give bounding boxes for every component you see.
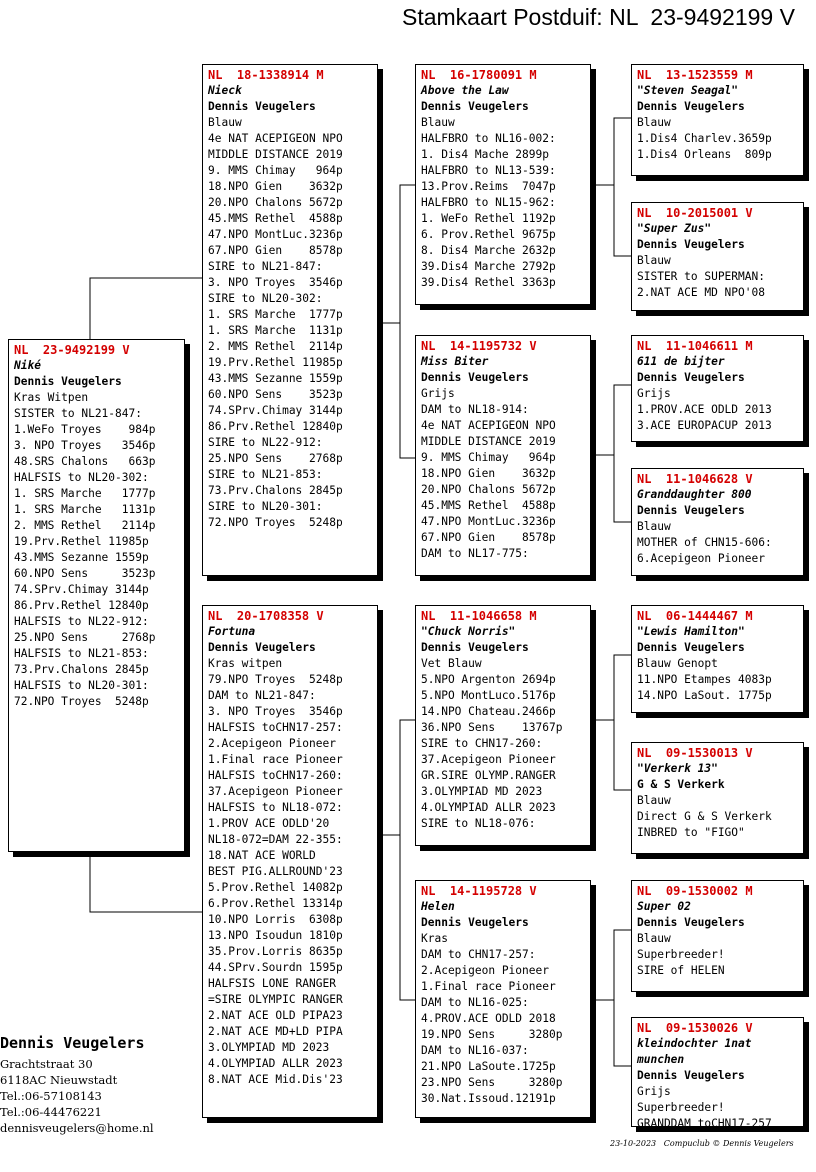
breeder-name: Dennis Veugelers — [637, 641, 745, 654]
result-line: 2. MMS Rethel 2114p — [208, 340, 343, 353]
result-line: 8. Dis4 Marche 2632p — [421, 244, 556, 257]
pigeon-card-dam-sire — [415, 605, 591, 846]
result-line: 1.Final race Pioneer — [208, 753, 343, 766]
result-line: 60.NPO Sens 3523p — [208, 388, 343, 401]
result-line: 74.SPrv.Chimay 3144p — [208, 404, 343, 417]
result-line: GRANDDAM toCHN17-257 — [637, 1117, 772, 1130]
ring-number: NL 14-1195728 V — [421, 884, 537, 898]
pigeon-color: Blauw — [421, 116, 455, 129]
result-line: 19.Prv.Rethel 11985p — [14, 535, 149, 548]
result-line: 73.Prv.Chalons 2845p — [14, 663, 149, 676]
result-line: 14.NPO LaSout. 1775p — [637, 689, 772, 702]
result-line: HALFSIS to NL20-301: — [14, 679, 149, 692]
result-line: 72.NPO Troyes 5248p — [208, 516, 343, 529]
result-line: 45.MMS Rethel 4588p — [208, 212, 343, 225]
pigeon-name: Fortuna — [208, 625, 256, 638]
ring-number: NL 11-1046628 V — [637, 472, 753, 486]
result-line: 6. Prov.Rethel 9675p — [421, 228, 556, 241]
result-line: 60.NPO Sens 3523p — [14, 567, 156, 580]
result-line: 25.NPO Sens 2768p — [14, 631, 156, 644]
pigeon-card-ds-sire — [631, 605, 804, 713]
breeder-name: Dennis Veugelers — [421, 916, 529, 929]
result-line: 67.NPO Gien 8578p — [208, 244, 343, 257]
breeder-name: Dennis Veugelers — [14, 375, 122, 388]
pigeon-card-ds-dam — [631, 742, 804, 854]
result-line: SIRE to NL21-847: — [208, 260, 323, 273]
pigeon-card-sire-dam — [415, 335, 591, 576]
pigeon-card-ss-dam — [631, 202, 804, 311]
result-line: 23.NPO Sens 3280p — [421, 1076, 563, 1089]
result-line: DAM to NL17-775: — [421, 547, 529, 560]
pigeon-card-sd-sire — [631, 335, 804, 442]
result-line: 13.Prov.Reims 7047p — [421, 180, 556, 193]
pigeon-card-dam-dam — [415, 880, 591, 1118]
result-line: MIDDLE DISTANCE 2019 — [208, 148, 343, 161]
result-line: 18.NPO Gien 3632p — [208, 180, 343, 193]
owner-name: Dennis Veugelers — [0, 1034, 145, 1052]
ring-number: NL 14-1195732 V — [421, 339, 537, 353]
result-line: 30.Nat.Issoud.12191p — [421, 1092, 556, 1105]
result-line: 39.Dis4 Marche 2792p — [421, 260, 556, 273]
result-line: DAM to CHN17-257: — [421, 948, 536, 961]
result-line: MIDDLE DISTANCE 2019 — [421, 435, 556, 448]
pigeon-card-dd-sire — [631, 880, 804, 992]
result-line: SIRE to NL20-301: — [208, 500, 323, 513]
result-line: HALFSIS to NL22-912: — [14, 615, 149, 628]
result-line: 18.NPO Gien 3632p — [421, 467, 556, 480]
result-line: 11.NPO Etampes 4083p — [637, 673, 772, 686]
owner-contact-block — [0, 1034, 154, 1136]
pigeon-card-sd-dam — [631, 468, 804, 576]
result-line: 20.NPO Chalons 5672p — [421, 483, 556, 496]
result-line: 6.Acepigeon Pioneer — [637, 552, 765, 565]
result-line: BEST PIG.ALLROUND'23 — [208, 865, 343, 878]
result-line: 1. WeFo Rethel 1192p — [421, 212, 556, 225]
page-title: Stamkaart Postduif: NL 23-9492199 V — [402, 4, 795, 30]
result-line: 2.NAT ACE MD+LD PIPA — [208, 1025, 343, 1038]
result-line: 4e NAT ACEPIGEON NPO — [208, 132, 343, 145]
ring-number: NL 16-1780091 M — [421, 68, 537, 82]
result-line: 74.SPrv.Chimay 3144p — [14, 583, 149, 596]
result-line: 19.Prv.Rethel 11985p — [208, 356, 343, 369]
pigeon-name: "Verkerk 13" — [637, 762, 718, 775]
result-line: 1.PROV.ACE ODLD 2013 — [637, 403, 772, 416]
pigeon-card-dd-dam — [631, 1017, 804, 1130]
result-line: Superbreeder! — [637, 948, 725, 961]
result-line: 79.NPO Troyes 5248p — [208, 673, 343, 686]
result-line: 44.SPrv.Sourdn 1595p — [208, 961, 343, 974]
result-line: 18.NAT ACE WORLD — [208, 849, 316, 862]
result-line: 2.Acepigeon Pioneer — [208, 737, 336, 750]
pigeon-name: kleindochter 1nat munchen — [637, 1037, 752, 1066]
pigeon-name: "Lewis Hamilton" — [637, 625, 745, 638]
result-line: 8.NAT ACE Mid.Dis'23 — [208, 1073, 343, 1086]
result-line: 37.Acepigeon Pioneer — [208, 785, 343, 798]
result-line: 1. SRS Marche 1131p — [14, 503, 156, 516]
result-line: 47.NPO MontLuc.3236p — [208, 228, 343, 241]
pigeon-color: Blauw Genopt — [637, 657, 718, 670]
ring-number: NL 09-1530013 V — [637, 746, 753, 760]
result-line: HALFBRO to NL15-962: — [421, 196, 556, 209]
ring-number: NL 09-1530002 M — [637, 884, 753, 898]
result-line: 9. MMS Chimay 964p — [208, 164, 343, 177]
pigeon-name: Niké — [14, 359, 41, 372]
result-line: 9. MMS Chimay 964p — [421, 451, 556, 464]
pigeon-color: Vet Blauw — [421, 657, 482, 670]
result-line: HALFSIS toCHN17-260: — [208, 769, 343, 782]
result-line: 3. NPO Troyes 3546p — [208, 705, 343, 718]
ring-number: NL 10-2015001 V — [637, 206, 753, 220]
breeder-name: Dennis Veugelers — [637, 100, 745, 113]
result-line: 5.NPO MontLuco.5176p — [421, 689, 556, 702]
result-line: 4.OLYMPIAD ALLR 2023 — [421, 801, 556, 814]
result-line: 10.NPO Lorris 6308p — [208, 913, 343, 926]
result-line: SIRE to NL21-853: — [208, 468, 323, 481]
result-line: 72.NPO Troyes 5248p — [14, 695, 149, 708]
result-line: 25.NPO Sens 2768p — [208, 452, 343, 465]
result-line: 47.NPO MontLuc.3236p — [421, 515, 556, 528]
breeder-name: Dennis Veugelers — [208, 641, 316, 654]
result-line: 2.NAT ACE OLD PIPA23 — [208, 1009, 343, 1022]
ring-number: NL 18-1338914 M — [208, 68, 324, 82]
result-line: 3. NPO Troyes 3546p — [14, 439, 156, 452]
pigeon-card-sire — [202, 64, 378, 576]
pigeon-name: Miss Biter — [421, 355, 489, 368]
result-line: SISTER to NL21-847: — [14, 407, 142, 420]
result-line: 3.OLYMPIAD MD 2023 — [421, 785, 543, 798]
ring-number: NL 20-1708358 V — [208, 609, 324, 623]
result-line: 48.SRS Chalons 663p — [14, 455, 156, 468]
breeder-name: Dennis Veugelers — [637, 916, 745, 929]
result-line: SIRE to NL18-076: — [421, 817, 536, 830]
result-line: HALFSIS to NL21-853: — [14, 647, 149, 660]
result-line: 86.Prv.Rethel 12840p — [14, 599, 149, 612]
pigeon-name: Nieck — [208, 84, 242, 97]
pigeon-color: Blauw — [637, 794, 671, 807]
pigeon-color: Grijs — [637, 1085, 671, 1098]
result-line: 37.Acepigeon Pioneer — [421, 753, 556, 766]
owner-city: 6118AC Nieuwstadt — [0, 1073, 118, 1087]
result-line: 3. NPO Troyes 3546p — [208, 276, 343, 289]
result-line: 4e NAT ACEPIGEON NPO — [421, 419, 556, 432]
result-line: 1. SRS Marche 1131p — [208, 324, 343, 337]
result-line: 86.Prv.Rethel 12840p — [208, 420, 343, 433]
result-line: HALFSIS to NL18-072: — [208, 801, 343, 814]
ring-number: NL 09-1530026 V — [637, 1021, 753, 1035]
ring-number: NL 06-1444467 M — [637, 609, 753, 623]
footer-credit: 23-10-2023 Compuclub © Dennis Veugelers — [610, 1139, 794, 1148]
pigeon-color: Blauw — [637, 116, 671, 129]
result-line: DAM to NL16-025: — [421, 996, 529, 1009]
result-line: SIRE of HELEN — [637, 964, 725, 977]
result-line: 36.NPO Sens 13767p — [421, 721, 563, 734]
result-line: 19.NPO Sens 3280p — [421, 1028, 563, 1041]
result-line: 1.Final race Pioneer — [421, 980, 556, 993]
result-line: 35.Prov.Lorris 8635p — [208, 945, 343, 958]
result-line: 4.OLYMPIAD ALLR 2023 — [208, 1057, 343, 1070]
pigeon-card-dam — [202, 605, 378, 1118]
result-line: 2.Acepigeon Pioneer — [421, 964, 549, 977]
breeder-name: Dennis Veugelers — [637, 504, 745, 517]
ring-number: NL 23-9492199 V — [14, 343, 130, 357]
result-line: GR.SIRE OLYMP.RANGER — [421, 769, 556, 782]
result-line: 5.Prov.Rethel 14082p — [208, 881, 343, 894]
result-line: 1. Dis4 Mache 2899p — [421, 148, 549, 161]
result-line: MOTHER of CHN15-606: — [637, 536, 772, 549]
ring-number: NL 11-1046658 M — [421, 609, 537, 623]
result-line: SIRE to NL20-302: — [208, 292, 323, 305]
owner-address: Grachtstraat 30 — [0, 1057, 93, 1071]
pigeon-card-ss-sire — [631, 64, 804, 176]
breeder-name: Dennis Veugelers — [421, 100, 529, 113]
pigeon-name: Super 02 — [637, 900, 691, 913]
pigeon-name: Granddaughter 800 — [637, 488, 752, 501]
result-line: =SIRE OLYMPIC RANGER — [208, 993, 343, 1006]
pigeon-name: Helen — [421, 900, 455, 913]
pigeon-name: "Super Zus" — [637, 222, 712, 235]
result-line: 1.Dis4 Charlev.3659p — [637, 132, 772, 145]
result-line: 2.NAT ACE MD NPO'08 — [637, 286, 765, 299]
pigeon-card-subject — [8, 339, 185, 852]
pigeon-color: Kras — [421, 932, 448, 945]
result-line: 3.ACE EUROPACUP 2013 — [637, 419, 772, 432]
result-line: 43.MMS Sezanne 1559p — [14, 551, 149, 564]
pigeon-color: Kras Witpen — [14, 391, 89, 404]
breeder-name: G & S Verkerk — [637, 778, 725, 791]
result-line: 1.Dis4 Orleans 809p — [637, 148, 772, 161]
result-line: 14.NPO Chateau.2466p — [421, 705, 556, 718]
result-line: 1. SRS Marche 1777p — [14, 487, 156, 500]
result-line: 1.WeFo Troyes 984p — [14, 423, 156, 436]
breeder-name: Dennis Veugelers — [421, 371, 529, 384]
result-line: SISTER to SUPERMAN: — [637, 270, 765, 283]
result-line: HALFSIS LONE RANGER — [208, 977, 336, 990]
pigeon-color: Blauw — [637, 520, 671, 533]
breeder-name: Dennis Veugelers — [637, 238, 745, 251]
result-line: HALFSIS toCHN17-257: — [208, 721, 343, 734]
pigeon-name: "Chuck Norris" — [421, 625, 516, 638]
result-line: Superbreeder! — [637, 1101, 725, 1114]
pigeon-color: Blauw — [637, 932, 671, 945]
result-line: NL18-072=DAM 22-355: — [208, 833, 343, 846]
pigeon-color: Blauw — [208, 116, 242, 129]
result-line: 1.PROV ACE ODLD'20 — [208, 817, 330, 830]
pigeon-name: Above the Law — [421, 84, 509, 97]
breeder-name: Dennis Veugelers — [637, 1069, 745, 1082]
pigeon-color: Kras witpen — [208, 657, 283, 670]
result-line: DAM to NL21-847: — [208, 689, 316, 702]
result-line: 6.Prov.Rethel 13314p — [208, 897, 343, 910]
pigeon-color: Blauw — [637, 254, 671, 267]
result-line: 39.Dis4 Rethel 3363p — [421, 276, 556, 289]
result-line: Direct G & S Verkerk — [637, 810, 772, 823]
result-line: HALFBRO to NL16-002: — [421, 132, 556, 145]
result-line: 1. SRS Marche 1777p — [208, 308, 343, 321]
owner-phone-2: Tel.:06-44476221 — [0, 1105, 102, 1119]
result-line: SIRE to NL22-912: — [208, 436, 323, 449]
result-line: INBRED to "FIGO" — [637, 826, 745, 839]
result-line: 5.NPO Argenton 2694p — [421, 673, 556, 686]
result-line: 21.NPO LaSoute.1725p — [421, 1060, 556, 1073]
result-line: 20.NPO Chalons 5672p — [208, 196, 343, 209]
owner-phone-1: Tel.:06-57108143 — [0, 1089, 102, 1103]
pigeon-name: "Steven Seagal" — [637, 84, 739, 97]
pigeon-color: Grijs — [637, 387, 671, 400]
result-line: SIRE to CHN17-260: — [421, 737, 543, 750]
result-line: HALFBRO to NL13-539: — [421, 164, 556, 177]
result-line: HALFSIS to NL20-302: — [14, 471, 149, 484]
result-line: 43.MMS Sezanne 1559p — [208, 372, 343, 385]
result-line: DAM to NL16-037: — [421, 1044, 529, 1057]
result-line: 2. MMS Rethel 2114p — [14, 519, 156, 532]
result-line: 4.PROV.ACE ODLD 2018 — [421, 1012, 556, 1025]
owner-email: dennisveugelers@home.nl — [0, 1121, 154, 1135]
ring-number: NL 11-1046611 M — [637, 339, 753, 353]
result-line: 13.NPO Isoudun 1810p — [208, 929, 343, 942]
result-line: 73.Prv.Chalons 2845p — [208, 484, 343, 497]
result-line: DAM to NL18-914: — [421, 403, 529, 416]
result-line: 45.MMS Rethel 4588p — [421, 499, 556, 512]
pigeon-name: 611 de bijter — [637, 355, 725, 368]
breeder-name: Dennis Veugelers — [208, 100, 316, 113]
pigeon-card-sire-sire — [415, 64, 591, 305]
pigeon-color: Grijs — [421, 387, 455, 400]
result-line: 67.NPO Gien 8578p — [421, 531, 556, 544]
ring-number: NL 13-1523559 M — [637, 68, 753, 82]
breeder-name: Dennis Veugelers — [637, 371, 745, 384]
breeder-name: Dennis Veugelers — [421, 641, 529, 654]
result-line: 3.OLYMPIAD MD 2023 — [208, 1041, 330, 1054]
